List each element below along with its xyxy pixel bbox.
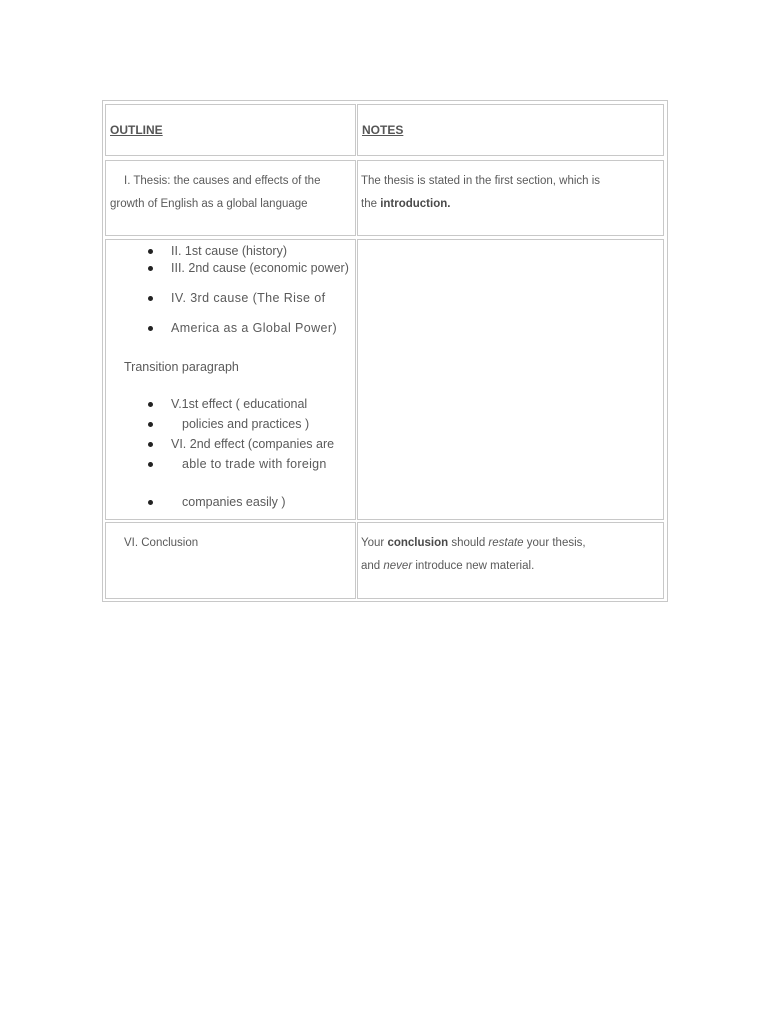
thesis-note-prefix: the [361, 198, 381, 210]
cause-2: III. 2nd cause (economic power) [171, 261, 349, 275]
conclusion-cell [105, 522, 356, 599]
thesis-note-cell [357, 160, 664, 236]
effect-1: V.1st effect ( educational [171, 397, 308, 411]
cause-1: II. 1st cause (history) [171, 244, 288, 258]
thesis-note-line-1: The thesis is stated in the first section, which is [361, 175, 601, 187]
outline-header-cell [105, 104, 356, 156]
thesis-line-1: I. Thesis: the causes and effects of the [124, 175, 321, 187]
effect-1-cont: policies and practices ) [182, 417, 310, 431]
bullet-icon [148, 422, 153, 427]
restate-keyword: restate [488, 537, 524, 549]
thesis-cell [105, 160, 356, 236]
conclusion-note-line-1 [361, 537, 586, 549]
bullet-icon [148, 500, 153, 505]
bullet-icon [148, 249, 153, 254]
notes-header-cell [357, 104, 664, 156]
cause-3: IV. 3rd cause (The Rise of [171, 291, 326, 305]
effect-2-end: companies easily ) [182, 495, 286, 509]
bullet-icon [148, 326, 153, 331]
conclusion-note-line-2 [361, 560, 534, 572]
outline-table [102, 100, 668, 602]
conclusion-note-text: introduce new material. [412, 560, 535, 572]
bullet-icon [148, 442, 153, 447]
bullet-icon [148, 462, 153, 467]
body-notes-cell [357, 239, 664, 520]
conclusion-note-text: and [361, 560, 384, 572]
outline-header: OUTLINE [110, 123, 163, 137]
conclusion-note-text: should [448, 537, 489, 549]
conclusion-note-text: Your [361, 537, 388, 549]
conclusion-note-cell [357, 522, 664, 599]
body-outline-cell [105, 239, 356, 520]
conclusion-label: VI. Conclusion [124, 537, 199, 549]
thesis-note-line-2 [361, 198, 450, 210]
bullet-icon [148, 402, 153, 407]
transition-paragraph: Transition paragraph [124, 360, 239, 374]
thesis-line-2: growth of English as a global language [110, 198, 308, 210]
never-keyword: never [383, 560, 413, 572]
bullet-icon [148, 266, 153, 271]
notes-header: NOTES [362, 123, 404, 137]
effect-2-cont: able to trade with foreign [182, 457, 327, 471]
conclusion-keyword: conclusion [387, 537, 449, 549]
effect-2: VI. 2nd effect (companies are [171, 437, 335, 451]
cause-3-cont: America as a Global Power) [171, 321, 338, 335]
thesis-note-bold: introduction. [380, 198, 451, 210]
conclusion-note-text: your thesis, [523, 537, 586, 549]
bullet-icon [148, 296, 153, 301]
